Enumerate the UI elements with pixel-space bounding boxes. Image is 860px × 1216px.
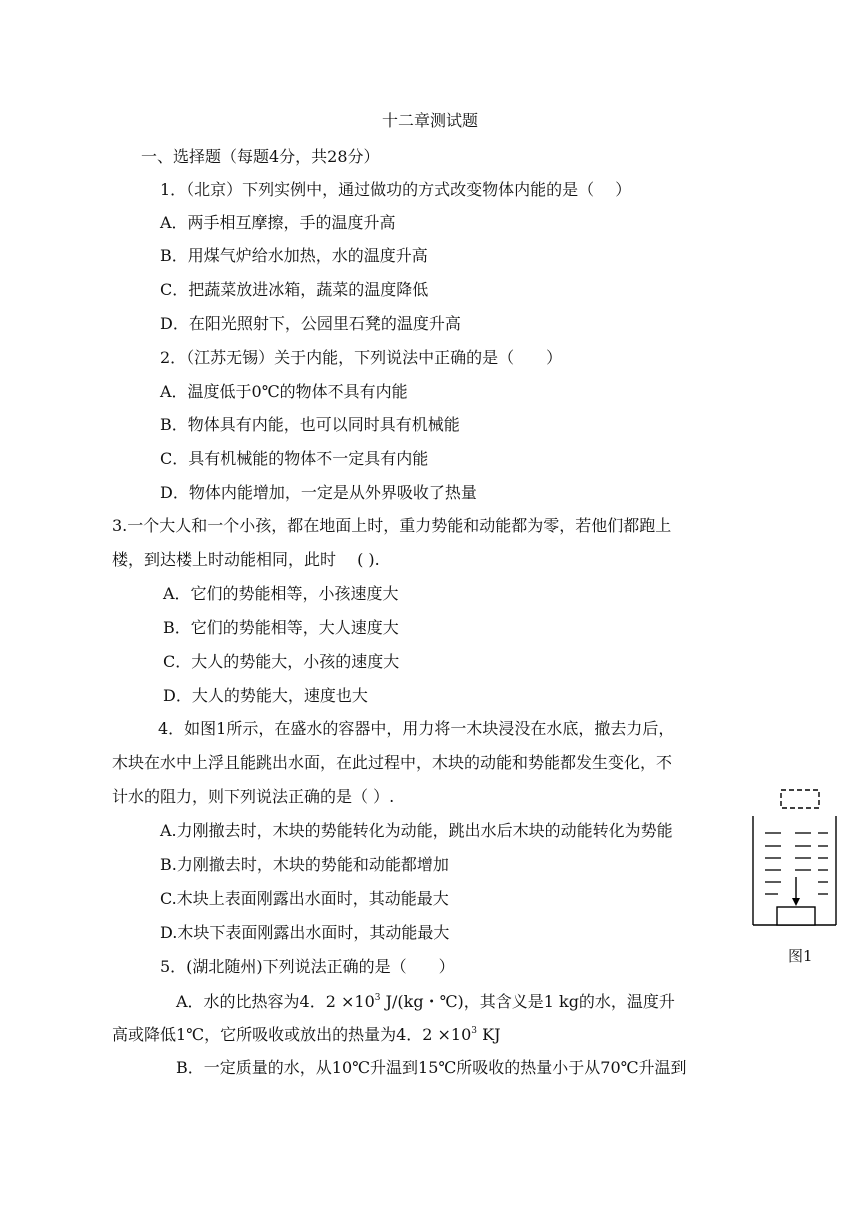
section-heading: 一、选择题（每题4分，共28分）	[141, 147, 380, 166]
q1-stem: 1．（北京）下列实例中，通过做功的方式改变物体内能的是（ ）	[160, 180, 632, 199]
q3-option-c: C．大人的势能大，小孩的速度大	[163, 652, 400, 671]
q4-stem-line1: 4．如图1所示，在盛水的容器中，用力将一木块浸没在水底，撤去力后，	[158, 719, 675, 738]
q4-option-a: A.力刚撤去时，木块的势能转化为动能，跳出水后木块的动能转化为势能	[160, 821, 673, 840]
q2-option-d: D．物体内能增加，一定是从外界吸收了热量	[160, 483, 477, 502]
q2-option-a: A．温度低于0℃的物体不具有内能	[160, 382, 408, 401]
q5-stem: 5．(湖北随州)下列说法正确的是（ ）	[160, 957, 455, 976]
q5-option-a-line1: A．水的比热容为4．$2 \times 10^3$ J/(kg・℃)，其含义是1 kg的水，温度升	[176, 992, 675, 1011]
q3-option-a: A．它们的势能相等，小孩速度大	[163, 584, 399, 603]
q4-stem-line3: 计水的阻力，则下列说法正确的是（ ）.	[112, 787, 395, 806]
q5-option-b-line1: B．一定质量的水，从10℃升温到15℃所吸收的热量小于从70℃升温到	[176, 1058, 687, 1077]
q3-option-d: D．大人的势能大，速度也大	[163, 686, 368, 705]
q3-option-b: B．它们的势能相等，大人速度大	[163, 618, 399, 637]
figure-1-caption: 图1	[788, 947, 813, 965]
q2-stem: 2．（江苏无锡）关于内能，下列说法中正确的是（ ）	[160, 348, 563, 367]
q5-option-a-line2: 高或降低1℃，它所吸收或放出的热量为4．$2 \times 10^3$ KJ	[112, 1025, 501, 1044]
q2-option-c: C．具有机械能的物体不一定具有内能	[160, 449, 429, 468]
q3-stem-line1: 3.一个大人和一个小孩，都在地面上时，重力势能和动能都为零，若他们都跑上	[112, 516, 672, 535]
q1-option-a: A．两手相互摩擦，手的温度升高	[160, 213, 396, 232]
q4-option-c: C.木块上表面刚露出水面时，其动能最大	[160, 889, 449, 908]
q4-option-b: B.力刚撤去时，木块的势能和动能都增加	[160, 855, 449, 874]
q1-option-b: B．用煤气炉给水加热，水的温度升高	[160, 246, 428, 265]
figure-1-diagram	[748, 786, 840, 930]
page-title: 十二章测试题	[381, 111, 478, 130]
q1-option-c: C．把蔬菜放进冰箱，蔬菜的温度降低	[160, 280, 429, 299]
q2-option-b: B．物体具有内能，也可以同时具有机械能	[160, 415, 460, 434]
q4-option-d: D.木块下表面刚露出水面时，其动能最大	[160, 923, 450, 942]
q4-stem-line2: 木块在水中上浮且能跳出水面，在此过程中，木块的动能和势能都发生变化，不	[112, 753, 673, 772]
q3-stem-line2: 楼，到达楼上时动能相同，此时 ( ).	[112, 550, 380, 569]
q1-option-d: D．在阳光照射下，公园里石凳的温度升高	[160, 314, 461, 333]
